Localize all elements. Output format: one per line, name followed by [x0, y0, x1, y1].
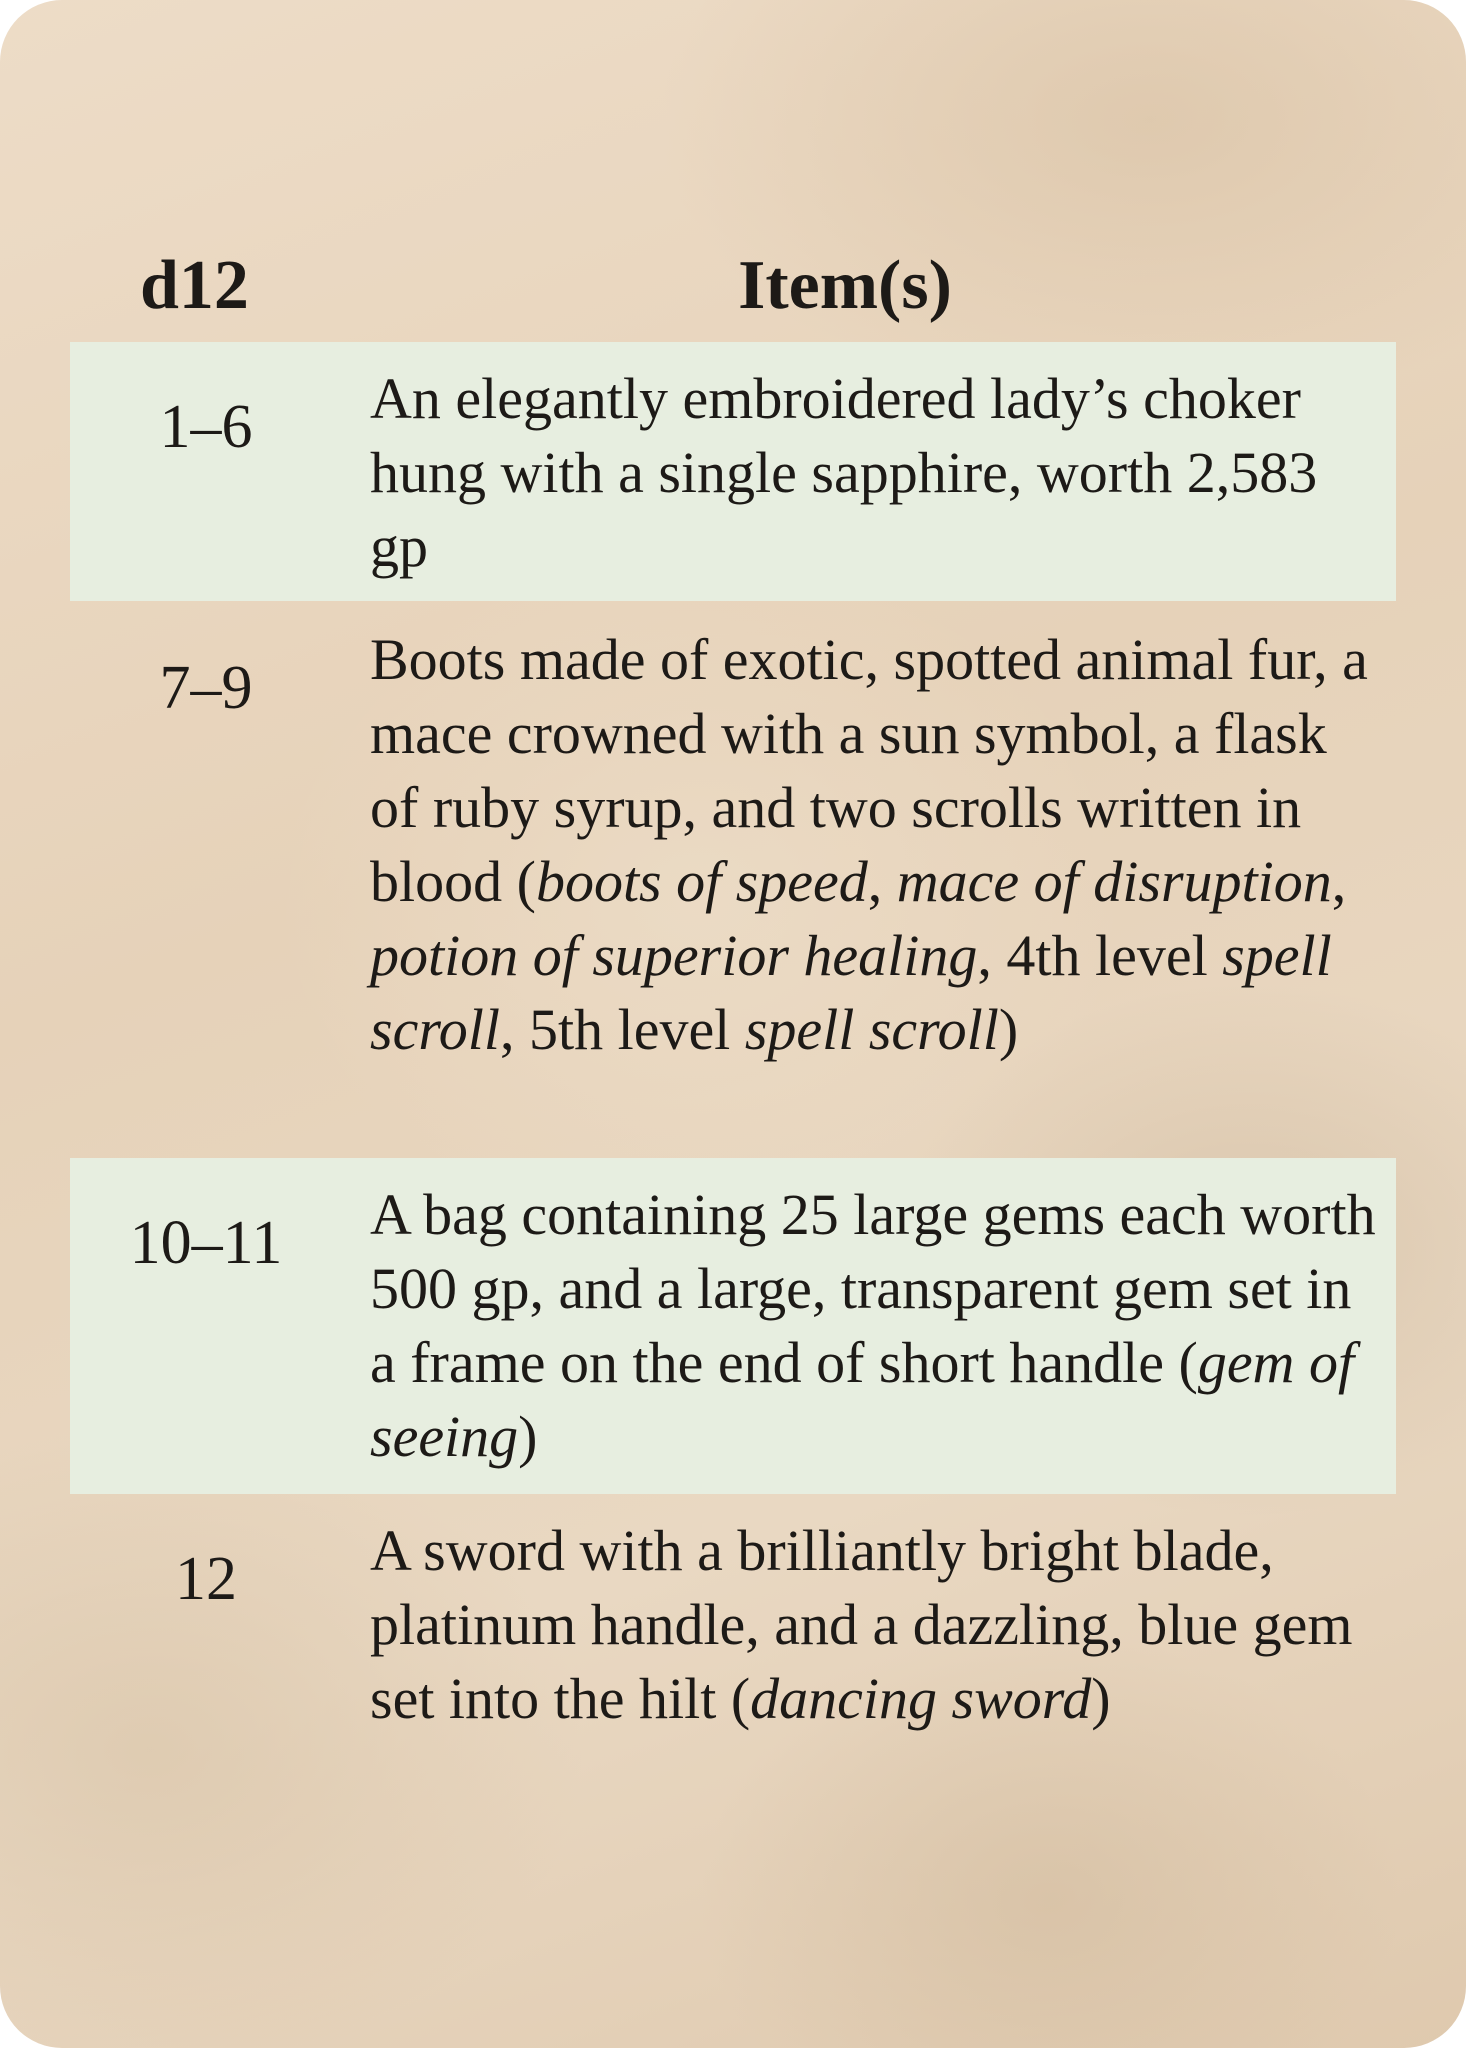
- roll-range: 7–9: [159, 654, 253, 722]
- table-row: [70, 342, 1396, 601]
- text-run: An elegantly embroidered lady’s choker hung with a single sapphire, worth 2,583 gp: [370, 366, 1318, 579]
- roll-range: 12: [175, 1545, 237, 1613]
- magic-item-name: potion of superior healing: [370, 923, 978, 988]
- text-run: ): [518, 1404, 538, 1469]
- treasure-table: [70, 230, 1396, 1834]
- die-column-header: d12: [140, 247, 249, 324]
- table-header: [70, 230, 1396, 342]
- item-description: [370, 623, 1396, 1158]
- text-run: ,: [1331, 849, 1347, 914]
- magic-item-name: dancing sword: [750, 1666, 1092, 1731]
- table-row: [70, 1158, 1396, 1494]
- magic-item-name: spell scroll: [744, 997, 999, 1062]
- items-column-header: Item(s): [738, 247, 952, 324]
- text-run: ,: [867, 849, 897, 914]
- magic-item-name: gem of seeing: [370, 1330, 1355, 1469]
- magic-item-name: spell scroll: [370, 923, 1332, 1062]
- text-run: A sword with a brilliantly bright blade, platinum handle, and a dazzling, blue gem set into the hilt (: [370, 1518, 1353, 1731]
- magic-item-name: boots of speed: [535, 849, 868, 914]
- item-description: [370, 1514, 1396, 1834]
- roll-range: 1–6: [159, 393, 253, 461]
- table-row: [70, 601, 1396, 1158]
- item-description: [370, 362, 1396, 601]
- magic-item-name: mace of disruption: [896, 849, 1332, 914]
- roll-range: 10–11: [129, 1209, 283, 1277]
- text-run: , 4th level: [977, 923, 1223, 988]
- text-run: , 5th level: [499, 997, 745, 1062]
- text-run: Boots made of exotic, spotted animal fur, a mace crowned with a sun symbol, a flask of ruby syrup, and two scrolls written in blood (: [370, 627, 1368, 914]
- text-run: ): [998, 997, 1019, 1062]
- text-run: A bag containing 25 large gems each worth 500 gp, and a large, transparent gem set in a frame on the end of short handle (: [370, 1182, 1376, 1395]
- item-description: [370, 1178, 1396, 1494]
- text-run: ): [1091, 1666, 1111, 1731]
- table-row: [70, 1494, 1396, 1834]
